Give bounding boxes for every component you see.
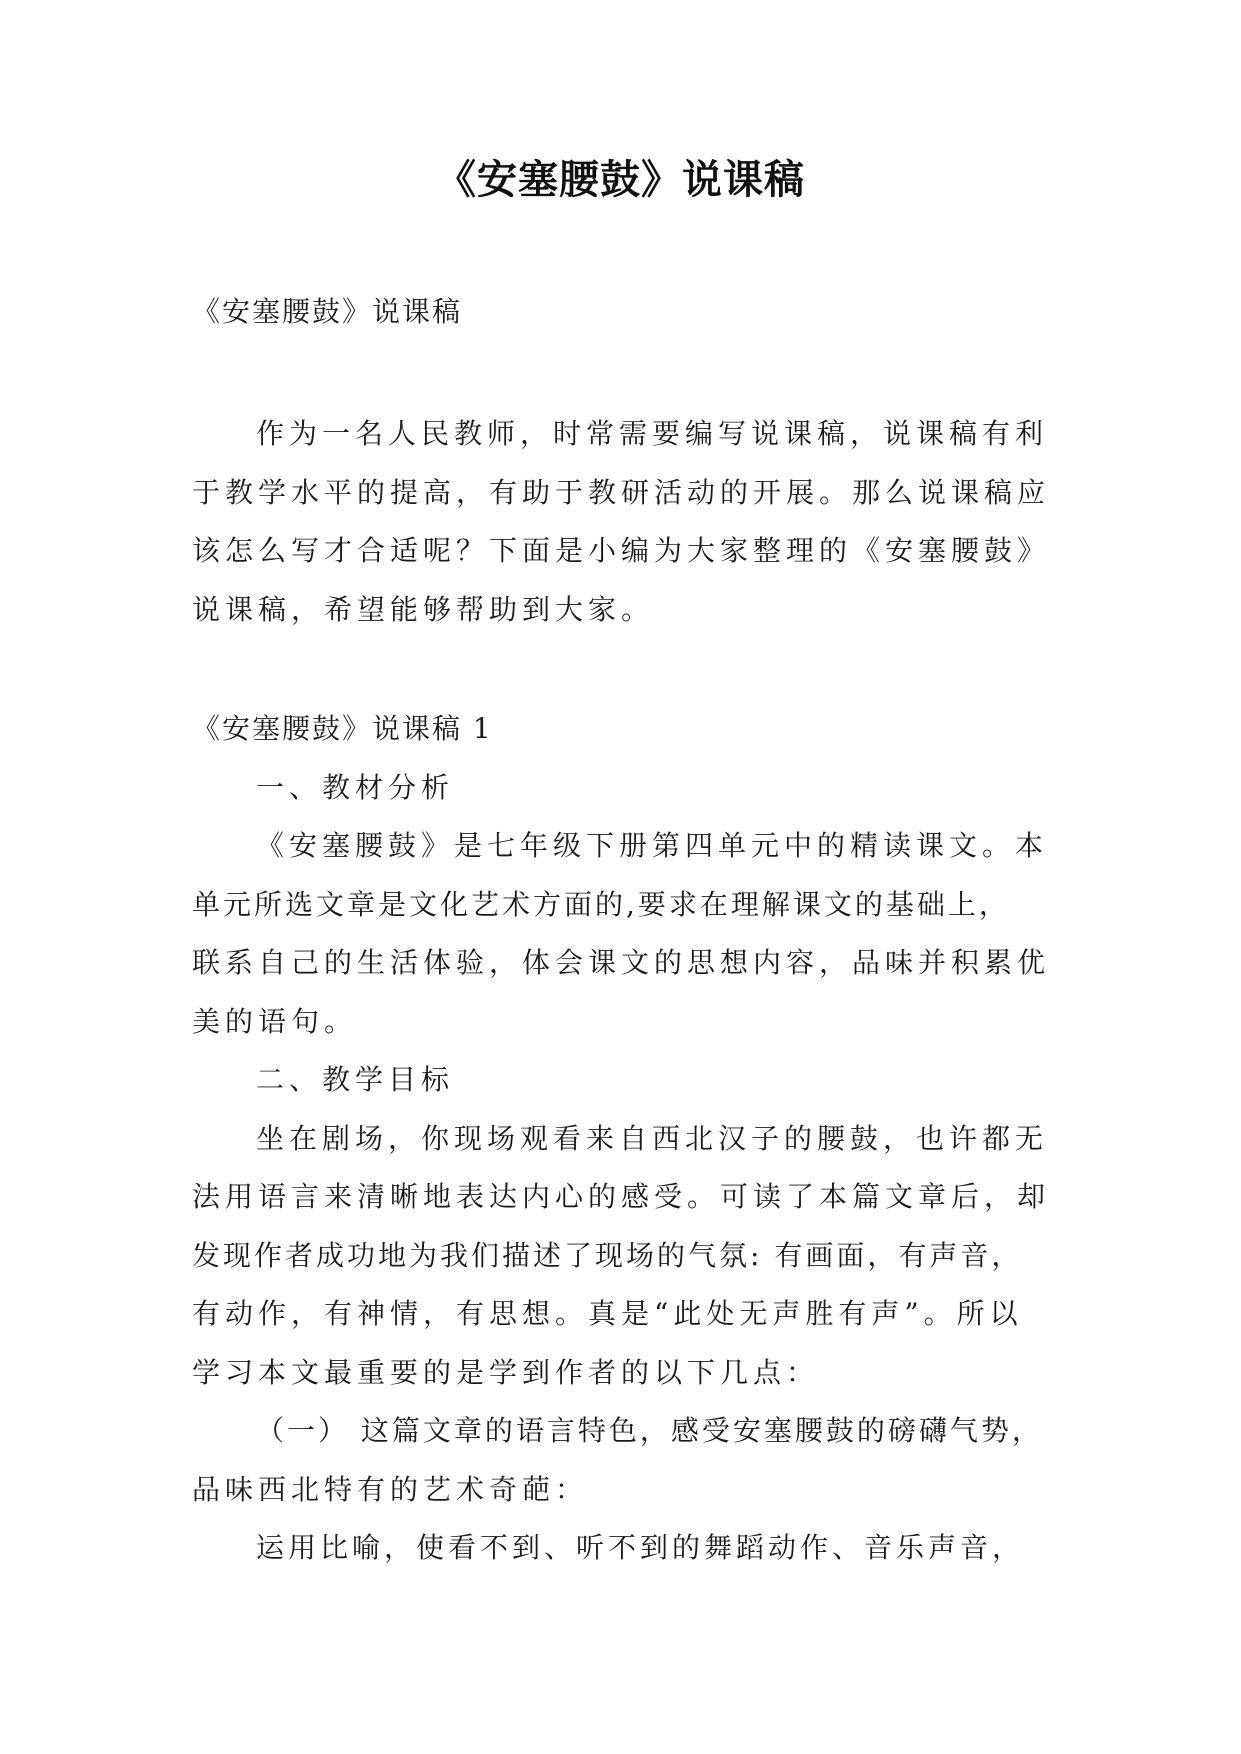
- point1-line: 品味西北特有的艺术奇葩：: [192, 1472, 589, 1506]
- part1-heading: 一、教材分析: [256, 770, 455, 804]
- intro-line: 该怎么写才合适呢？下面是小编为大家整理的《安塞腰鼓》: [192, 534, 1051, 567]
- document-subtitle: 《安塞腰鼓》说课稿: [192, 295, 463, 328]
- part1-line: 美的语句。: [192, 1004, 358, 1038]
- part2-line: 坐在剧场，你现场观看来自西北汉子的腰鼓，也许都无: [256, 1121, 1049, 1155]
- part1-line: 《安塞腰鼓》是七年级下册第四单元中的精读课文。本: [256, 829, 1049, 862]
- part2-line: 发现作者成功地为我们描述了现场的气氛: 有画面，有声音，: [192, 1238, 1023, 1272]
- part2-line: 法用语言来清晰地表达内心的感受。可读了本篇文章后，却: [192, 1180, 1051, 1213]
- intro-line: 说课稿，希望能够帮助到大家。: [192, 592, 655, 626]
- section-heading: 《安塞腰鼓》说课稿 1: [192, 712, 493, 745]
- section-1: [192, 700, 1074, 1578]
- intro-paragraph: [192, 405, 1074, 639]
- part2-heading: 二、教学目标: [256, 1063, 455, 1096]
- last-line: 运用比喻，使看不到、听不到的舞蹈动作、音乐声音，: [256, 1531, 1025, 1564]
- part2-line: 学习本文最重要的是学到作者的以下几点：: [192, 1355, 820, 1389]
- intro-line: 于教学水平的提高，有助于教研活动的开展。那么说课稿应: [192, 475, 1051, 509]
- point1-line: （一） 这篇文章的语言特色，感受安塞腰鼓的磅礴气势，: [256, 1414, 1043, 1447]
- part1-line: 联系自己的生活体验，体会课文的思想内容，品味并积累优: [192, 946, 1051, 979]
- part2-line: 有动作，有神情，有思想。真是“此处无声胜有声”。所以: [192, 1297, 1023, 1330]
- part1-line: 单元所选文章是文化艺术方面的,要求在理解课文的基础上，: [192, 887, 1010, 921]
- document-title: 《安塞腰鼓》说课稿: [436, 156, 805, 203]
- intro-line: 作为一名人民教师，时常需要编写说课稿，说课稿有利: [256, 417, 1049, 450]
